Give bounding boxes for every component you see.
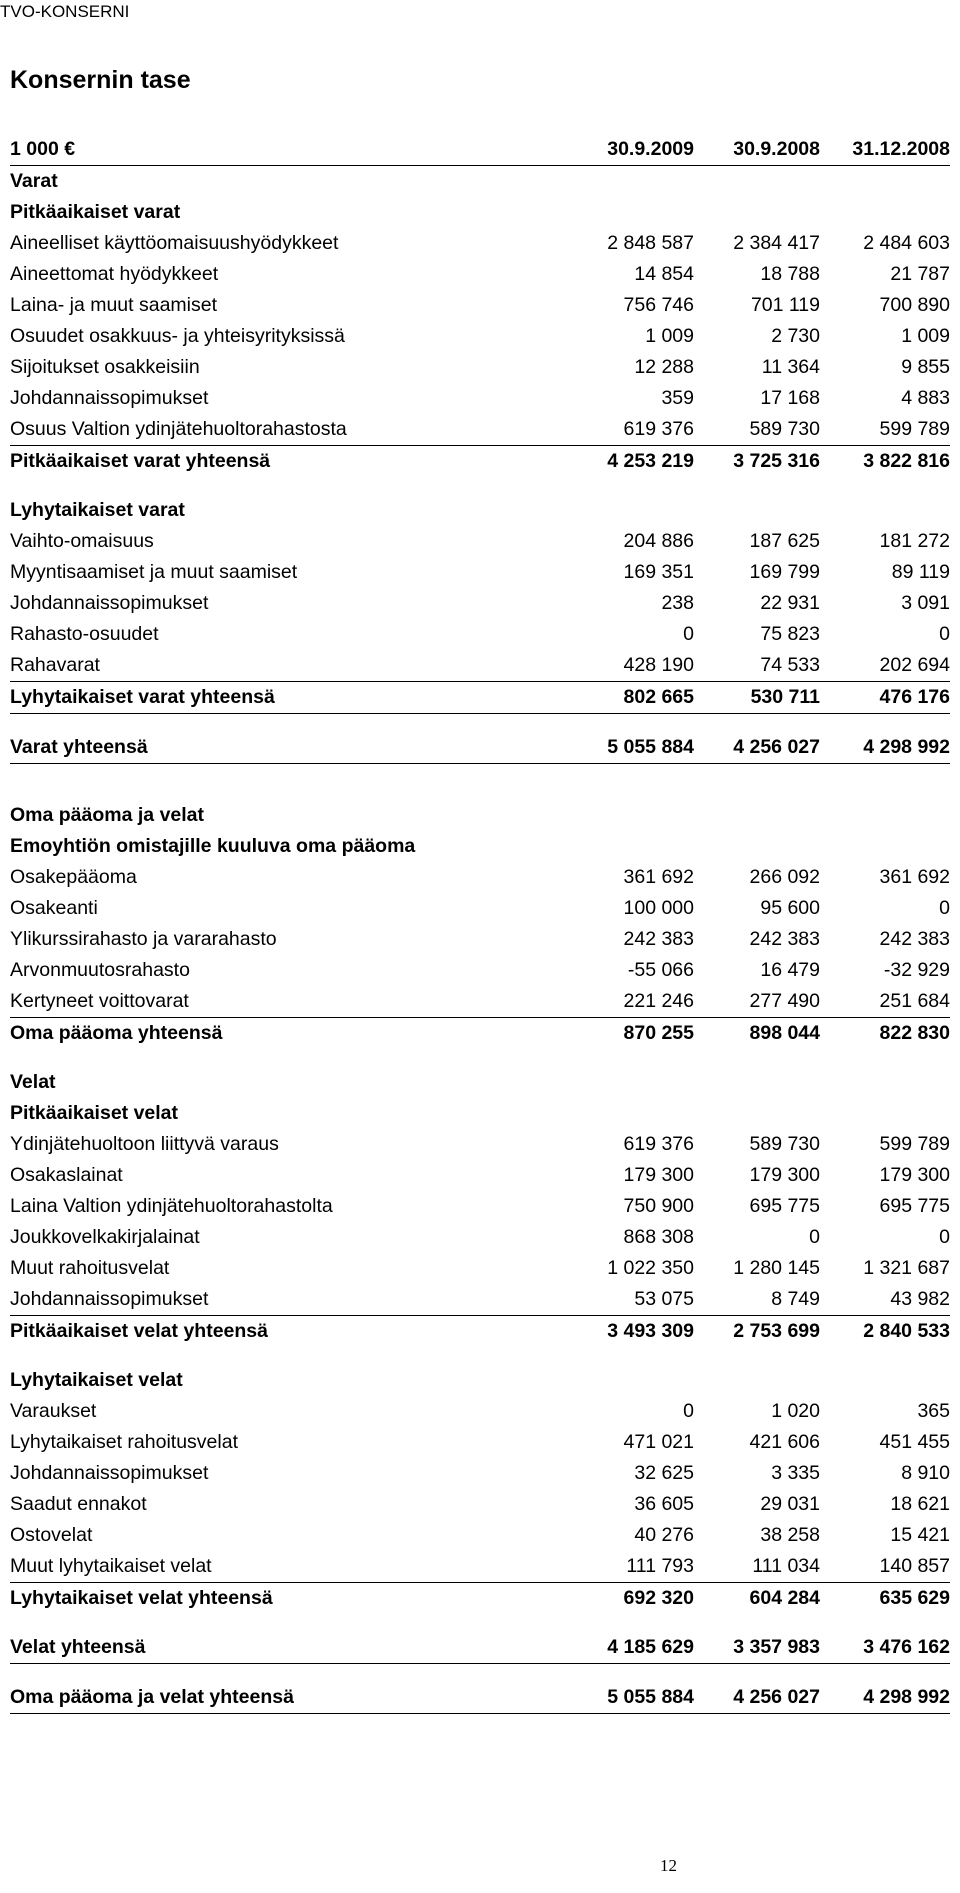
row-value: 251 684 bbox=[879, 990, 950, 1012]
row-value: 802 665 bbox=[623, 686, 694, 708]
row-value: 9 855 bbox=[901, 356, 950, 378]
section-heading bbox=[10, 1067, 950, 1098]
row-value: 202 694 bbox=[879, 654, 950, 676]
table-row bbox=[10, 986, 950, 1018]
row-value: 38 258 bbox=[760, 1524, 820, 1546]
table-row bbox=[10, 1682, 950, 1714]
row-label: Ydinjätehuoltoon liittyvä varaus bbox=[10, 1133, 279, 1155]
row-value: 3 493 309 bbox=[607, 1320, 694, 1342]
row-value: 0 bbox=[939, 623, 950, 645]
row-value: 695 775 bbox=[749, 1195, 820, 1217]
row-value: 4 253 219 bbox=[607, 450, 694, 472]
column-header-2008-q3: 30.9.2008 bbox=[733, 138, 820, 160]
row-label: Joukkovelkakirjalainat bbox=[10, 1226, 200, 1248]
row-value: 16 479 bbox=[760, 959, 820, 981]
row-value: 365 bbox=[917, 1400, 950, 1422]
row-value: 359 bbox=[661, 387, 694, 409]
row-value: 204 886 bbox=[623, 530, 694, 552]
table-row bbox=[10, 228, 950, 259]
row-label: Aineettomat hyödykkeet bbox=[10, 263, 219, 285]
table-row bbox=[10, 321, 950, 352]
row-value: 1 009 bbox=[645, 325, 694, 347]
row-value: 4 298 992 bbox=[863, 736, 950, 758]
row-label: Laina- ja muut saamiset bbox=[10, 294, 218, 316]
row-label: Lyhytaikaiset varat bbox=[10, 499, 185, 521]
row-value: 179 300 bbox=[879, 1164, 950, 1186]
row-spacer bbox=[10, 764, 950, 782]
row-value: 242 383 bbox=[749, 928, 820, 950]
row-value: 1 321 687 bbox=[863, 1257, 950, 1279]
row-value: 74 533 bbox=[760, 654, 820, 676]
table-row bbox=[10, 526, 950, 557]
table-row bbox=[10, 557, 950, 588]
row-label: Lyhytaikaiset varat yhteensä bbox=[10, 686, 275, 708]
row-value: 898 044 bbox=[749, 1022, 820, 1044]
row-value: 361 692 bbox=[623, 866, 694, 888]
row-value: 1 022 350 bbox=[607, 1257, 694, 1279]
row-value: 17 168 bbox=[760, 387, 820, 409]
section-heading bbox=[10, 1098, 950, 1129]
row-value: 14 854 bbox=[634, 263, 694, 285]
row-value: 22 931 bbox=[760, 592, 820, 614]
table-header-row bbox=[10, 134, 950, 166]
table-row bbox=[10, 732, 950, 764]
row-value: 421 606 bbox=[749, 1431, 820, 1453]
row-value: 18 621 bbox=[890, 1493, 950, 1515]
row-value: 3 091 bbox=[901, 592, 950, 614]
row-spacer bbox=[10, 477, 950, 495]
row-value: 4 298 992 bbox=[863, 1686, 950, 1708]
row-value: 8 910 bbox=[901, 1462, 950, 1484]
row-value: 700 890 bbox=[879, 294, 950, 316]
row-value: 589 730 bbox=[749, 418, 820, 440]
table-row bbox=[10, 259, 950, 290]
row-value: 870 255 bbox=[623, 1022, 694, 1044]
row-value: 3 725 316 bbox=[733, 450, 820, 472]
column-header-2009: 30.9.2009 bbox=[607, 138, 694, 160]
section-heading bbox=[10, 166, 950, 197]
row-value: 0 bbox=[939, 1226, 950, 1248]
row-value: 589 730 bbox=[749, 1133, 820, 1155]
row-label: Johdannaissopimukset bbox=[10, 387, 209, 409]
row-label: Muut rahoitusvelat bbox=[10, 1257, 170, 1279]
row-value: 1 280 145 bbox=[733, 1257, 820, 1279]
table-row bbox=[10, 650, 950, 682]
table-body bbox=[10, 166, 950, 1714]
row-label: Lyhytaikaiset rahoitusvelat bbox=[10, 1431, 238, 1453]
row-value: 695 775 bbox=[879, 1195, 950, 1217]
table-row bbox=[10, 1160, 950, 1191]
row-value: 604 284 bbox=[749, 1587, 820, 1609]
table-row bbox=[10, 414, 950, 446]
row-value: 100 000 bbox=[623, 897, 694, 919]
company-name: TVO-KONSERNI bbox=[0, 2, 130, 21]
row-label: Johdannaissopimukset bbox=[10, 1288, 209, 1310]
row-value: 2 730 bbox=[771, 325, 820, 347]
row-value: 36 605 bbox=[634, 1493, 694, 1515]
unit-label: 1 000 € bbox=[10, 138, 76, 160]
row-label: Rahasto-osuudet bbox=[10, 623, 159, 645]
table-row bbox=[10, 1583, 950, 1614]
row-label: Sijoitukset osakkeisiin bbox=[10, 356, 200, 378]
row-label: Lyhytaikaiset velat bbox=[10, 1369, 183, 1391]
row-label: Osakeanti bbox=[10, 897, 98, 919]
row-value: -32 929 bbox=[883, 959, 950, 981]
row-value: 40 276 bbox=[634, 1524, 694, 1546]
table-row bbox=[10, 1520, 950, 1551]
row-label: Johdannaissopimukset bbox=[10, 592, 209, 614]
table-row bbox=[10, 1129, 950, 1160]
row-value: 111 034 bbox=[752, 1555, 820, 1577]
row-value: 701 119 bbox=[750, 294, 820, 316]
table-row bbox=[10, 1489, 950, 1520]
row-value: 471 021 bbox=[623, 1431, 694, 1453]
row-value: 89 119 bbox=[891, 561, 950, 583]
row-value: 1 020 bbox=[771, 1400, 820, 1422]
row-label: Johdannaissopimukset bbox=[10, 1462, 209, 1484]
row-value: 18 788 bbox=[760, 263, 820, 285]
row-spacer bbox=[10, 714, 950, 732]
row-value: 75 823 bbox=[760, 623, 820, 645]
row-label: Ostovelat bbox=[10, 1524, 93, 1546]
row-label: Emoyhtiön omistajille kuuluva oma pääoma bbox=[10, 835, 416, 857]
row-value: 451 455 bbox=[879, 1431, 950, 1453]
table-row bbox=[10, 290, 950, 321]
row-value: 5 055 884 bbox=[607, 1686, 694, 1708]
row-value: 15 421 bbox=[890, 1524, 950, 1546]
row-label: Osuudet osakkuus- ja yhteisyrityksissä bbox=[10, 325, 345, 347]
row-value: 635 629 bbox=[879, 1587, 950, 1609]
row-label: Rahavarat bbox=[10, 654, 100, 676]
row-value: 599 789 bbox=[879, 1133, 950, 1155]
row-value: 428 190 bbox=[623, 654, 694, 676]
table-row bbox=[10, 1427, 950, 1458]
row-label: Osuus Valtion ydinjätehuoltorahastosta bbox=[10, 418, 347, 440]
row-label: Osakepääoma bbox=[10, 866, 137, 888]
row-label: Muut lyhytaikaiset velat bbox=[10, 1555, 212, 1577]
balance-sheet-table bbox=[10, 134, 950, 1714]
row-value: 169 351 bbox=[623, 561, 694, 583]
row-label: Kertyneet voittovarat bbox=[10, 990, 189, 1012]
row-value: 179 300 bbox=[623, 1164, 694, 1186]
row-label: Lyhytaikaiset velat yhteensä bbox=[10, 1587, 273, 1609]
row-label: Ylikurssirahasto ja vararahasto bbox=[10, 928, 277, 950]
row-label: Laina Valtion ydinjätehuoltorahastolta bbox=[10, 1195, 333, 1217]
row-label: Velat yhteensä bbox=[10, 1636, 146, 1658]
row-value: 599 789 bbox=[879, 418, 950, 440]
row-value: 4 256 027 bbox=[733, 736, 820, 758]
row-value: 221 246 bbox=[623, 990, 694, 1012]
row-value: 12 288 bbox=[634, 356, 694, 378]
row-value: 0 bbox=[809, 1226, 820, 1248]
row-value: 476 176 bbox=[879, 686, 950, 708]
row-label: Osakaslainat bbox=[10, 1164, 123, 1186]
row-value: 4 883 bbox=[901, 387, 950, 409]
row-spacer bbox=[10, 1664, 950, 1682]
table-row bbox=[10, 446, 950, 477]
table-row bbox=[10, 1018, 950, 1049]
row-value: 169 799 bbox=[749, 561, 820, 583]
row-value: 242 383 bbox=[623, 928, 694, 950]
row-label: Velat bbox=[10, 1071, 56, 1093]
column-header-2008-year: 31.12.2008 bbox=[852, 138, 950, 160]
row-value: 4 256 027 bbox=[733, 1686, 820, 1708]
row-value: 53 075 bbox=[634, 1288, 694, 1310]
row-label: Myyntisaamiset ja muut saamiset bbox=[10, 561, 298, 583]
table-row bbox=[10, 1222, 950, 1253]
row-value: 2 753 699 bbox=[733, 1320, 820, 1342]
row-value: 692 320 bbox=[623, 1587, 694, 1609]
row-value: 3 357 983 bbox=[733, 1636, 820, 1658]
row-value: -55 066 bbox=[627, 959, 694, 981]
row-label: Pitkäaikaiset velat bbox=[10, 1102, 179, 1124]
row-spacer bbox=[10, 1049, 950, 1067]
row-label: Oma pääoma ja velat bbox=[10, 804, 205, 826]
row-spacer bbox=[10, 782, 950, 800]
row-value: 266 092 bbox=[749, 866, 820, 888]
row-value: 1 009 bbox=[901, 325, 950, 347]
row-label: Varat yhteensä bbox=[10, 736, 148, 758]
row-value: 619 376 bbox=[623, 1133, 694, 1155]
row-value: 238 bbox=[661, 592, 694, 614]
row-value: 361 692 bbox=[879, 866, 950, 888]
row-value: 43 982 bbox=[890, 1288, 950, 1310]
row-value: 140 857 bbox=[879, 1555, 950, 1577]
row-value: 822 830 bbox=[879, 1022, 950, 1044]
table-row bbox=[10, 1396, 950, 1427]
row-label: Varaukset bbox=[10, 1400, 97, 1422]
table-row bbox=[10, 1458, 950, 1489]
row-value: 8 749 bbox=[771, 1288, 820, 1310]
section-heading bbox=[10, 495, 950, 526]
row-value: 868 308 bbox=[623, 1226, 694, 1248]
row-value: 3 476 162 bbox=[863, 1636, 950, 1658]
row-value: 0 bbox=[939, 897, 950, 919]
row-label: Arvonmuutosrahasto bbox=[10, 959, 190, 981]
row-label: Pitkäaikaiset velat yhteensä bbox=[10, 1320, 268, 1342]
table-row bbox=[10, 862, 950, 893]
section-heading bbox=[10, 197, 950, 228]
row-value: 0 bbox=[683, 1400, 694, 1422]
table-row bbox=[10, 619, 950, 650]
table-row bbox=[10, 1284, 950, 1316]
table-row bbox=[10, 352, 950, 383]
row-value: 2 848 587 bbox=[607, 232, 694, 254]
row-value: 242 383 bbox=[879, 928, 950, 950]
row-value: 4 185 629 bbox=[607, 1636, 694, 1658]
row-label: Oma pääoma ja velat yhteensä bbox=[10, 1686, 294, 1708]
table-row bbox=[10, 1316, 950, 1347]
row-value: 277 490 bbox=[749, 990, 820, 1012]
row-value: 11 364 bbox=[761, 356, 820, 378]
row-label: Pitkäaikaiset varat yhteensä bbox=[10, 450, 271, 472]
row-value: 2 840 533 bbox=[863, 1320, 950, 1342]
row-spacer bbox=[10, 1614, 950, 1632]
row-value: 21 787 bbox=[890, 263, 950, 285]
row-value: 530 711 bbox=[750, 686, 820, 708]
row-value: 29 031 bbox=[760, 1493, 820, 1515]
row-value: 187 625 bbox=[749, 530, 820, 552]
row-value: 5 055 884 bbox=[607, 736, 694, 758]
page-title: Konsernin tase bbox=[10, 66, 191, 94]
row-label: Oma pääoma yhteensä bbox=[10, 1022, 223, 1044]
row-value: 181 272 bbox=[879, 530, 950, 552]
row-value: 95 600 bbox=[760, 897, 820, 919]
table-row bbox=[10, 588, 950, 619]
table-row bbox=[10, 924, 950, 955]
row-value: 756 746 bbox=[623, 294, 694, 316]
row-value: 3 822 816 bbox=[863, 450, 950, 472]
page-number: 12 bbox=[660, 1856, 677, 1875]
table-row bbox=[10, 1632, 950, 1664]
section-heading bbox=[10, 1365, 950, 1396]
table-row bbox=[10, 682, 950, 714]
row-spacer bbox=[10, 1347, 950, 1365]
row-value: 179 300 bbox=[749, 1164, 820, 1186]
table-row bbox=[10, 383, 950, 414]
row-value: 619 376 bbox=[623, 418, 694, 440]
row-label: Varat bbox=[10, 170, 58, 192]
row-label: Aineelliset käyttöomaisuushyödykkeet bbox=[10, 232, 339, 254]
table-row bbox=[10, 893, 950, 924]
row-value: 0 bbox=[683, 623, 694, 645]
table-row bbox=[10, 1191, 950, 1222]
table-row bbox=[10, 1253, 950, 1284]
row-value: 750 900 bbox=[623, 1195, 694, 1217]
row-label: Saadut ennakot bbox=[10, 1493, 147, 1515]
table-row bbox=[10, 955, 950, 986]
section-heading bbox=[10, 831, 950, 862]
row-label: Pitkäaikaiset varat bbox=[10, 201, 181, 223]
row-value: 111 793 bbox=[626, 1555, 694, 1577]
section-heading bbox=[10, 800, 950, 831]
row-value: 2 484 603 bbox=[863, 232, 950, 254]
row-value: 2 384 417 bbox=[733, 232, 820, 254]
row-value: 32 625 bbox=[634, 1462, 694, 1484]
table-row bbox=[10, 1551, 950, 1583]
row-value: 3 335 bbox=[771, 1462, 820, 1484]
row-label: Vaihto-omaisuus bbox=[10, 530, 154, 552]
